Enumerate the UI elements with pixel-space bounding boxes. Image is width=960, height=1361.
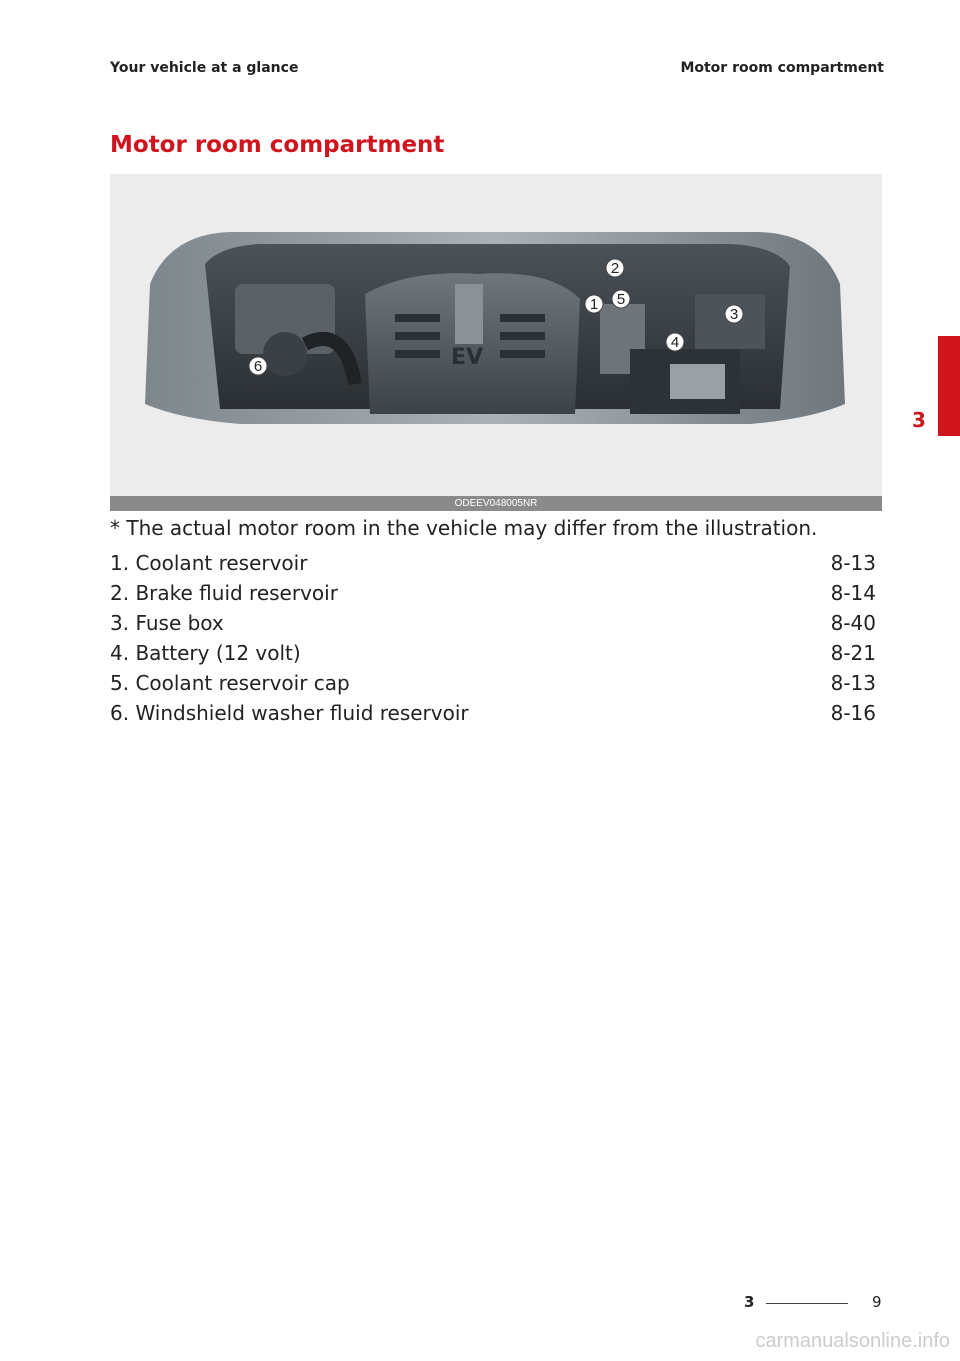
callout-2 <box>606 259 624 277</box>
cover-text: EV <box>450 345 484 370</box>
page-ref: 8-13 <box>830 551 876 575</box>
page-ref: 8-21 <box>830 641 876 665</box>
motor-room-illustration <box>110 174 882 511</box>
part-label: 2. Brake fluid reservoir <box>110 581 338 605</box>
list-item <box>110 698 876 728</box>
parts-list <box>110 548 876 728</box>
svg-text:5: 5 <box>616 291 626 308</box>
list-item <box>110 578 876 608</box>
page-ref: 8-40 <box>830 611 876 635</box>
part-label: 1. Coolant reservoir <box>110 551 308 575</box>
list-item <box>110 668 876 698</box>
part-label: 4. Battery (12 volt) <box>110 641 301 665</box>
callout-5 <box>612 290 630 308</box>
svg-text:1: 1 <box>589 296 599 313</box>
part-label: 6. Windshield washer fluid reservoir <box>110 701 469 725</box>
page-ref: 8-14 <box>830 581 876 605</box>
svg-text:3: 3 <box>729 306 739 323</box>
footer-chapter: 3 <box>744 1293 755 1311</box>
illustration-note: * The actual motor room in the vehicle may differ from the illustration. <box>110 516 818 540</box>
svg-text:4: 4 <box>670 334 680 351</box>
running-header-left: Your vehicle at a glance <box>110 60 299 76</box>
list-item <box>110 608 876 638</box>
list-item <box>110 548 876 578</box>
chapter-tab-number: 3 <box>912 408 926 432</box>
footer-page-number: 9 <box>872 1293 882 1311</box>
section-title: Motor room compartment <box>110 132 445 158</box>
footer-divider <box>766 1303 848 1304</box>
page-ref: 8-16 <box>830 701 876 725</box>
part-label: 3. Fuse box <box>110 611 224 635</box>
callout-3 <box>725 305 743 323</box>
chapter-tab <box>938 336 960 436</box>
watermark: carmanualsonline.info <box>755 1330 950 1352</box>
part-label: 5. Coolant reservoir cap <box>110 671 350 695</box>
running-header-right: Motor room compartment <box>680 60 884 76</box>
svg-text:2: 2 <box>610 260 620 277</box>
callout-6 <box>249 357 267 375</box>
svg-text:6: 6 <box>253 358 263 375</box>
callout-4 <box>666 333 684 351</box>
motor-room-drawing <box>110 174 882 496</box>
list-item <box>110 638 876 668</box>
page-ref: 8-13 <box>830 671 876 695</box>
callout-1 <box>585 295 603 313</box>
figure-code: ODEEV048005NR <box>110 496 882 511</box>
